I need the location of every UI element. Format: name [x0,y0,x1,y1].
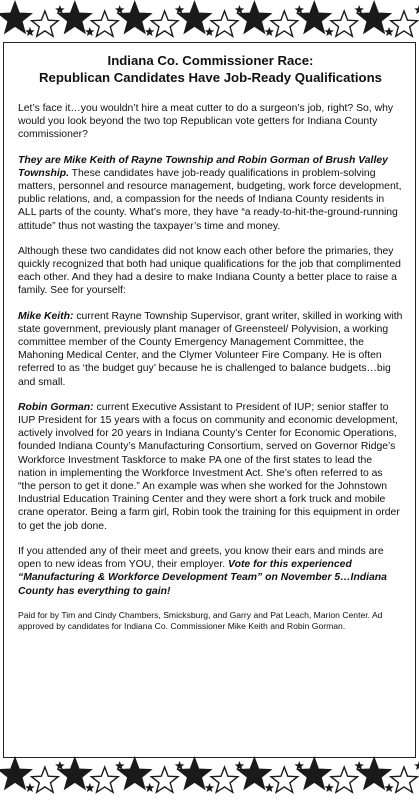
closing-call-to-action: Vote for this experienced “Manufacturing & Workforce Development Team” on November 5…Indiana County has everything to gain! [18,559,387,597]
star-icon [271,11,298,36]
star-icon [295,761,305,770]
keith-lead: Mike Keith: [18,310,74,322]
star-icon [414,761,419,770]
closing-paragraph [18,545,403,598]
star-icon [325,783,335,792]
star-icon [265,783,275,792]
star-icon [414,5,419,14]
paid-for-disclaimer: Paid for by Tim and Cindy Chambers, Smicksburg, and Garry and Pat Leach, Marion Center. Ad approved by candidates for Indiana Co. Commissioner Mike Keith and Robin Gorman. [18,609,383,631]
headline-line-2: Republican Candidates Have Job-Ready Qualifications [39,70,382,85]
keith-body: current Rayne Township Supervisor, grant writer, skilled in working with state government, previously plant manager of Greensteel/ Polyvision, a working committee member of the County Emergency Management Committee, the Mahoning Medical Center, and the Clymer Volunteer Fire Company. He is often referred to as ‘the budget guy’ because he is challenged to balance budgets…big and small. [18,310,403,388]
star-icon [145,27,155,36]
star-icon [384,27,394,36]
star-icon [205,27,215,36]
star-icon [238,758,270,789]
closing-body: If you attended any of their meet and greets, you know their ears and minds are open to new ideas from YOU, their employer. [18,545,384,571]
star-icon [211,767,238,792]
candidates-body: These candidates have job-ready qualifications in problem-solving matters, personnel and resource management, budgeting, work force development, public relations, and, a compassion for the needs of Indiana County residents in ALL parts of the county. What’s more, they have “a ready-to-hit-the-ground-running attitude” thus not wasting the taxpayer’s time and money. [18,167,402,232]
star-border-top [0,0,419,44]
star-icon-row [0,0,419,44]
star-icon [391,767,418,792]
star-icon [331,767,358,792]
star-icon [59,758,91,789]
star-icon [391,11,418,36]
star-icon [119,2,151,33]
star-icon [55,5,65,14]
star-icon [25,783,35,792]
star-icon [145,783,155,792]
gorman-body: current Executive Assistant to President of IUP; senior staffer to IUP President for 15 years with a focus on community and economic development, actively involved for 20 years in Indiana County’s Center for Economic Operations, founded Indiana County’s Manufacturing Consortium, served on Governor Ridge’s Workforce Investment Taskforce to make PA one of the first states to lead the nation in implementing the Workforce Investment Act. She’s often referred to as “the person to get it done.” An example was when she worked for the Johnstown Industrial Education Training Center and they were short a fork truck and mobile crane operator. Being a farm girl, Robin took the training for this equipment in order to get the job done. [18,401,400,532]
star-icon [115,761,125,770]
gorman-lead: Robin Gorman: [18,401,94,413]
star-icon [55,761,65,770]
star-icon [175,5,185,14]
star-icon [115,5,125,14]
star-icon [331,11,358,36]
star-icon [295,5,305,14]
star-icon [59,2,91,33]
star-border-bottom [0,756,419,800]
star-icon [298,2,330,33]
star-icon [85,27,95,36]
headline-line-1: Indiana Co. Commissioner Race: [107,53,314,68]
star-icon [175,761,185,770]
star-icon [235,761,245,770]
candidates-lead: They are Mike Keith of Rayne Township and Robin Gorman of Brush Valley Township. [18,154,388,179]
star-icon [32,11,59,36]
star-icon [298,758,330,789]
star-icon [354,5,364,14]
star-icon [325,27,335,36]
star-icon [271,767,298,792]
intro-paragraph: Let’s face it…you wouldn’t hire a meat cutter to do a surgeon’s job, right? So, why would you look beyond the two top Republican vote getters for Indiana County commissioner? [18,103,394,141]
star-icon [85,783,95,792]
ad-content [18,52,403,644]
star-icon [91,767,118,792]
star-icon [151,767,178,792]
star-icon [119,758,151,789]
star-icon [0,2,31,33]
star-icon [25,27,35,36]
star-icon [0,758,31,789]
star-icon-row [0,756,419,800]
star-icon [32,767,59,792]
star-icon [211,11,238,36]
star-icon [178,2,210,33]
star-icon [235,5,245,14]
star-icon [151,11,178,36]
headline [18,52,403,86]
star-icon [384,783,394,792]
candidates-paragraph [18,154,403,233]
star-icon [265,27,275,36]
star-icon [205,783,215,792]
star-icon [358,758,390,789]
star-icon [91,11,118,36]
star-icon [238,2,270,33]
gorman-paragraph [18,401,403,533]
keith-paragraph [18,310,403,389]
star-icon [358,2,390,33]
star-icon [354,761,364,770]
star-icon [178,758,210,789]
primaries-paragraph: Although these two candidates did not know each other before the primaries, they quickly recognized that both had unique qualifications for the job that complimented each other. And they had a desire to make Indiana County a better place to raise a family. See for yourself: [18,245,401,297]
